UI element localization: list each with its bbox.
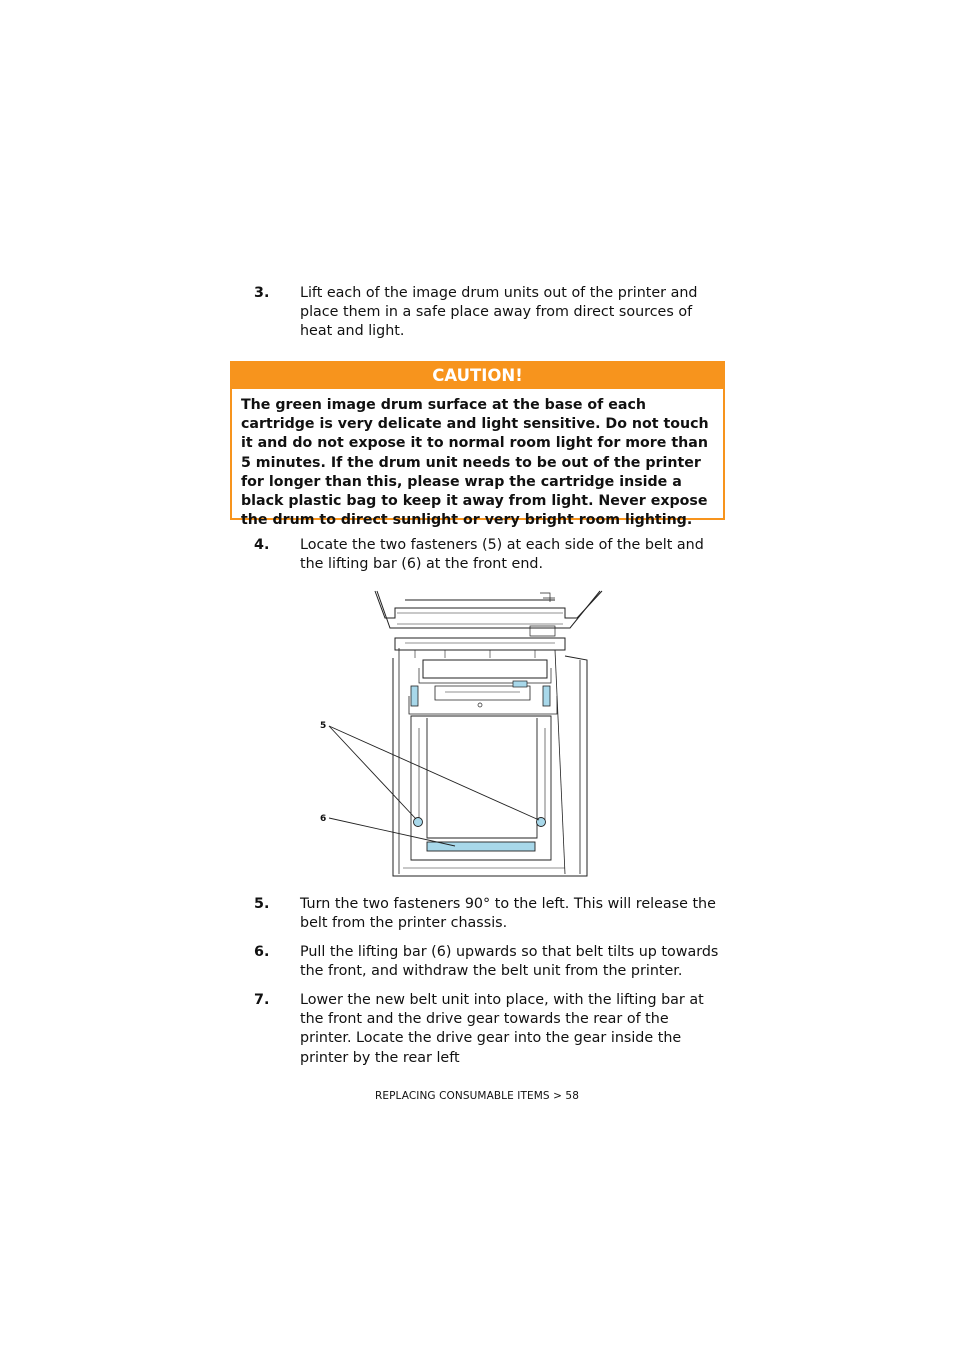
belt-unit-illustration: [315, 588, 605, 878]
callout-5-label: 5: [320, 721, 327, 731]
caution-box: [230, 361, 725, 529]
caution-title: CAUTION!: [232, 363, 723, 389]
step-text: Locate the two fasteners (5) at each side of the belt and the lifting bar (6) at the front end.: [300, 537, 704, 573]
step-text: Lift each of the image drum units out of the printer and place them in a safe place away from direct sources of heat and light.: [300, 285, 698, 340]
step-text: Turn the two fasteners 90° to the left. This will release the belt from the printer chassis.: [300, 896, 716, 932]
step-number: 3.: [254, 285, 270, 301]
step-text: Pull the lifting bar (6) upwards so that belt tilts up towards the front, and withdraw the belt unit from the printer.: [300, 944, 719, 980]
step-number: 7.: [254, 992, 270, 1008]
step-number: 4.: [254, 537, 270, 553]
page-footer: REPLACING CONSUMABLE ITEMS > 58: [375, 1090, 579, 1102]
caution-text: The green image drum surface at the base of each cartridge is very delicate and light sensitive. Do not touch it and do not expose it to normal room light for more than 5 minutes. If the drum unit needs to be out of the printer for longer than this, please wrap the cartridge inside a black plastic bag to keep it away from light. Never expose the drum to direct sunlight or very bright room lighting.: [241, 397, 709, 529]
step-number: 6.: [254, 944, 270, 960]
step-text: Lower the new belt unit into place, with the lifting bar at the front and the drive gear towards the rear of the printer. Locate the drive gear into the gear inside the printer by the rear left: [300, 992, 704, 1066]
step-number: 5.: [254, 896, 270, 912]
callout-6-label: 6: [320, 814, 327, 824]
